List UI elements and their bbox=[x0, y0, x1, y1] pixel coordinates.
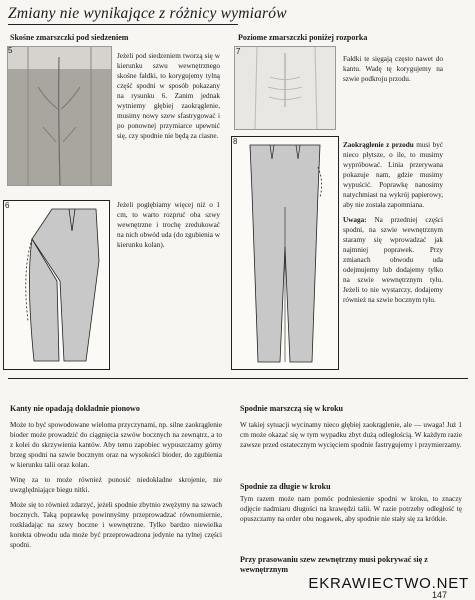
page-title: Zmiany nie wynikające z różnicy wymiarów bbox=[8, 5, 287, 22]
section-divider bbox=[8, 378, 468, 379]
figure-7-photo bbox=[234, 46, 336, 130]
section-heading-crotch-wrinkles: Spodnie marszczą się w kroku bbox=[240, 404, 343, 413]
section-heading-horizontal-wrinkles: Poziome zmarszczki poniżej rozporka bbox=[238, 33, 368, 42]
section-heading-creases: Kanty nie opadają dokładnie pionowo bbox=[10, 404, 140, 413]
page-number: 147 bbox=[431, 590, 447, 600]
figure-6-text: Jeżeli pogłębiamy więcej niż o 1 cm, to warto rozpruć oba szwy wewnętrzne i trochę zredukować na nich obwód uda (do zgubienia w kierunku kolan). bbox=[117, 201, 220, 249]
figure-8-text: Zaokrąglenie z przodu musi być nieco płytsze, o ile, to musimy wypróbować. Linia przerywana pokazuje nam, gdzie musimy wypuścić. Poprawkę nanosimy natychmiast na wykrój papierowy, aby nie została zapomniana. Uwaga: Na przedniej części spodni, na szwie wewnętrznym staramy się wprowadzać jak najmniej poprawek. Przy zmianach obwodu uda odejmujemy lub dodajemy tylko na szwie wewnętrznym tyłu. Jeżeli to nie wystarczy, dodajemy również na szwie bocznym tyłu. bbox=[343, 141, 443, 304]
section-heading-too-long-crotch: Spodnie za długie w kroku bbox=[240, 482, 331, 491]
figure-5-photo bbox=[7, 46, 112, 186]
section-heading-diagonal-wrinkles: Skośne zmarszczki pod siedzeniem bbox=[10, 33, 129, 42]
title-underline bbox=[8, 24, 238, 25]
figure-7-number: 7 bbox=[236, 47, 241, 56]
trousers-front-photo bbox=[235, 47, 335, 129]
crotch-wrinkles-text: W takiej sytuacji wycinamy nieco głębiej zaokrąglenie, ale — uwaga! Już 1 cm może okazać się w tym wypadku zbyt dużą odległością. W każdym razie zawsze przed ostatecznym wycięciem spodnie fastrygujemy i przymierzamy. bbox=[240, 421, 462, 449]
too-long-crotch-text: Tym razem może nam pomóc podniesienie spodni w kroku, to znaczy odjęcie nadmiaru długości na krawędzi talii. W razie potrzeby odległość tę opuszczamy na order obu nogawek, aby spodnie nie stały się za krótkie. bbox=[240, 495, 462, 523]
figure-6-number: 6 bbox=[5, 201, 10, 210]
figure-5-number: 5 bbox=[8, 46, 13, 55]
trousers-back-photo bbox=[8, 47, 111, 185]
figure-6-panel bbox=[3, 200, 110, 370]
figure-8-number: 8 bbox=[233, 137, 238, 146]
figure-5-text: Jeżeli pod siedzeniem tworzą się w kierunku szwu wewnętrznego skośne fałdki, to korygujemy tylną część spodni w sposób pokazany na rysunku 6. Zanim jednak wytniemy głębiej zaokrąglenie, musimy nowy szew sfastrygować i po ponownej przymiarce upewnić się, czy spodnie nie będą za ciasne. bbox=[117, 52, 220, 140]
figure-8-panel bbox=[231, 136, 339, 370]
front-trousers-pattern-diagram bbox=[232, 137, 338, 369]
trousers-pattern-diagram bbox=[4, 201, 109, 369]
figure-7-text: Fałdki te sięgają często nawet do kantu. Wadę tę korygujemy na szwie podkroju przodu. bbox=[343, 55, 443, 83]
creases-text: Może to być spowodowane wieloma przyczynami, np. silne zaokrąglenie bioder może prowadzić do ciągnięcia szwów bocznych na zewnątrz, a to z kolei do skrzywienia kantów. Aby temu zapobiec wypuszczamy górny brzeg spodni na szwie bocznym oraz na wysokości bioder, do zgubienia w kierunku talii oraz kolan. Winę za to może również ponosić niedokładne skrojenie, nie uwzględniające biegu nitki. Może się to również zdarzyć, jeżeli spodnie zbytnio zwężymy na szwach bocznych. Taką poprawkę powinnyśmy przeprowadzać równomiernie, rozkładając na szwy boczne i wewnętrzne. Tylko bardzo niewielka korekta obwodu uda może być przeprowadzona jedynie na tylnej części spodni. bbox=[10, 421, 222, 549]
footer-brand: EKRAWIECTWO.NET bbox=[308, 575, 469, 592]
section-heading-ironing: Przy prasowaniu szew zewnętrzny musi pokrywać się z wewnętrznym bbox=[240, 555, 428, 574]
